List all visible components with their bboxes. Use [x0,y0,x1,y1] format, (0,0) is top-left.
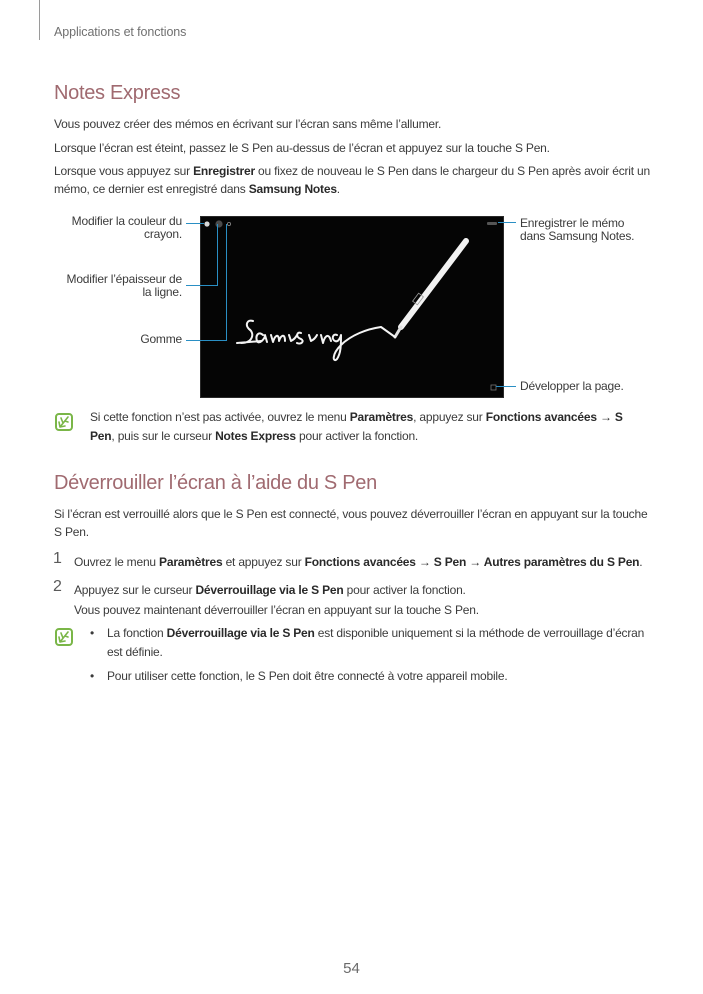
figure-drawing [201,217,503,397]
step-number-2: 2 [53,578,62,595]
list-item [90,624,650,662]
page-number: 54 [343,960,360,977]
bold-parametres: Paramètres [159,555,223,569]
s-pen-icon [395,241,466,337]
step-2-detail: Vous pouvez maintenant déverrouiller l’écran en appuyant sur la touche S Pen. [74,603,479,617]
callout-pen-color: Modifier la couleur du crayon. [71,214,182,241]
callout-line-expand [496,386,516,387]
step-1 [74,552,664,572]
text: Appuyez sur le curseur [74,583,196,597]
text: Lorsque vous appuyez sur [54,164,194,178]
callout-line-eraser-v [226,224,227,341]
callout-line-thickness: Modifier l’épaisseur de la ligne. [66,272,182,299]
step-2 [74,580,664,600]
save-icon [487,222,497,225]
text: , puis sur le curseur [111,429,216,443]
text: , appuyez sur [413,410,486,424]
note-pencil-icon [55,628,73,646]
callout-eraser: Gomme [140,332,182,346]
screen-off-memo-figure [200,216,504,398]
text: Ouvrez le menu [74,555,160,569]
callout-line-pen-color [186,223,204,224]
text: La fonction [107,626,167,640]
text: Pour utiliser cette fonction, le S Pen doit être connecté à votre appareil mobile. [107,669,508,683]
bold-fonctions-avancees: Fonctions avancées → S Pen [90,410,623,443]
pen-color-icon [204,221,209,226]
callout-line-thickness-h [186,285,218,286]
list-item [90,667,650,686]
bold-notes-express: Notes Express [215,429,296,443]
handwriting-samsung [237,321,395,360]
paragraph-intro: Vous pouvez créer des mémos en écrivant sur l’écran sans même l’allumer. [54,117,442,131]
section-title-unlock: Déverrouiller l’écran à l’aide du S Pen [54,472,377,494]
text: Si cette fonction n’est pas activée, ouvrez le menu [90,410,350,424]
text: pour activer la fonction. [295,429,419,443]
text: pour activer la fonction. [343,583,466,597]
bold-parametres: Paramètres [349,410,414,424]
note-pencil-icon [55,413,73,431]
callout-line-save [498,222,516,223]
text: . [639,555,643,569]
text: est disponible uniquement si la méthode de verrouillage d’écran est définie. [107,626,645,659]
paragraph-unlock-intro: Si l’écran est verrouillé alors que le S Pen est connecté, vous pouvez déverrouiller l’écran en appuyant sur la touche S Pen. [54,507,648,539]
callout-line-thickness-v [217,224,218,286]
text: ou fixez de nouveau le S Pen dans le chargeur du S Pen après avoir écrit un mémo, ce dernier est enregistré dans [54,164,650,196]
section-title-notes-express: Notes Express [54,82,181,104]
paragraph-save [54,162,654,198]
callout-expand: Développer la page. [520,379,624,393]
header-rule [39,0,40,40]
callout-save: Enregistrer le mémo dans Samsung Notes. [520,216,635,243]
bullet: • [90,626,95,640]
callout-line-eraser-h [186,340,227,341]
bold-samsung-notes: Samsung Notes [248,182,337,196]
bullet: • [90,669,95,683]
notes-list [90,624,650,691]
bold-menu-path: Fonctions avancées → S Pen → Autres paramètres du S Pen [304,555,640,569]
tip-enable-notes-express [90,408,650,446]
bold-deverrouillage: Déverrouillage via le S Pen [195,583,344,597]
bold-deverrouillage: Déverrouillage via le S Pen [166,626,315,640]
section-header: Applications et fonctions [54,25,187,39]
step-number-1: 1 [53,550,62,567]
eraser-icon [227,222,230,225]
text: . [336,182,340,196]
bold-enregistrer: Enregistrer [193,164,255,178]
text: et appuyez sur [222,555,305,569]
paragraph-screen-off: Lorsque l’écran est éteint, passez le S Pen au-dessus de l’écran et appuyez sur la touche S Pen. [54,141,550,155]
